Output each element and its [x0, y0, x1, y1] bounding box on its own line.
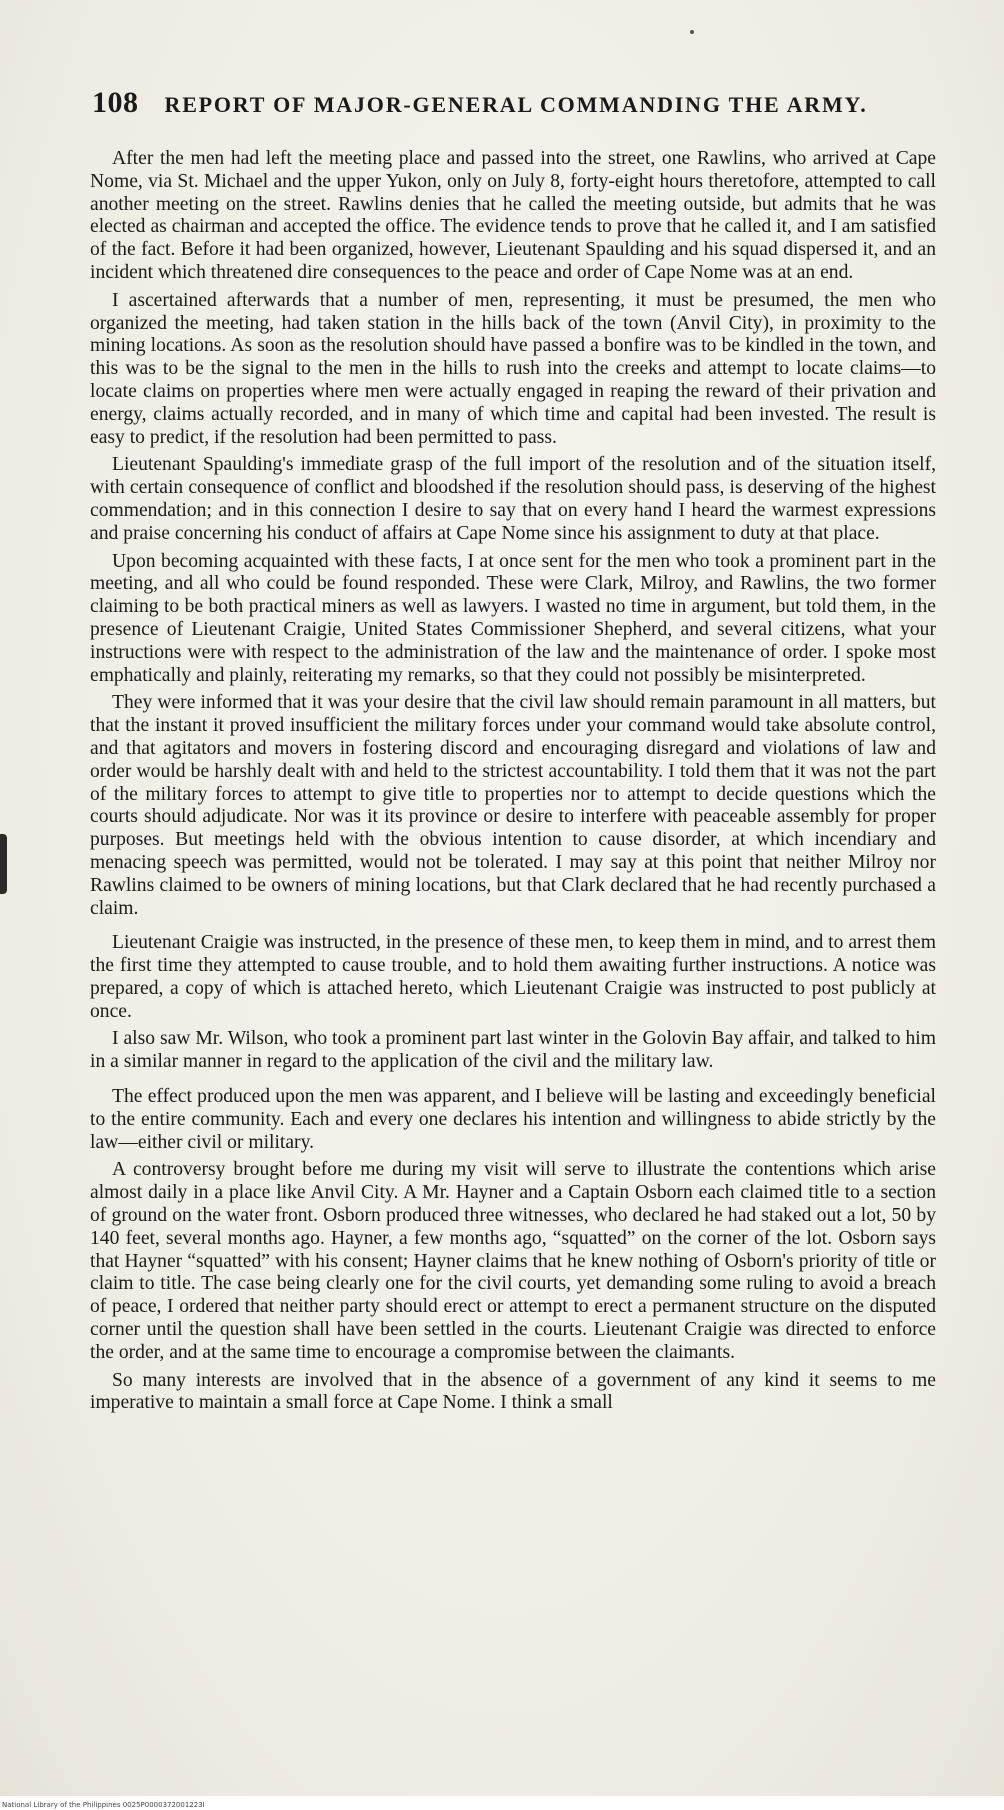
paragraph-rawlins-meeting: After the men had left the meeting place and passed into the street, one Rawlins, who arrived at Cape Nome, via St. Michael and the upper Yukon, only on July 8, forty-eight hours theretofore, attempted to call another meeting on the street. Rawlins denies that he called the meeting outside, but admits that he was elected as chairman and accepted the office. The evidence tends to prove that he called it, and I am satisfied of the fact. Before it had been organized, however, Lieutenant Spaulding and his squad dispersed it, and an incident which threatened dire consequences to the peace and order of Cape Nome was at an end. — [90, 148, 936, 283]
paragraph-hayner-osborn-controversy: A controversy brought before me during my visit will serve to illustrate the contentions which arise almost daily in a place like Anvil City. A Mr. Hayner and a Captain Osborn each claimed title to a section of ground on the water front. Osborn produced three witnesses, who declared he had staked out a lot, 50 by 140 feet, several months ago. Hayner, a few months ago, “squatted” on the corner of the lot. Osborn says that Hayner “squatted” with his consent; Hayner claims that he knew nothing of Osborn's priority of title or claim to title. The case being clearly one for the civil courts, yet demanding some ruling to avoid a breach of peace, I ordered that neither party should erect or attempt to erect a permanent structure on the disputed corner until the question shall have been settled in the courts. Lieutenant Craigie was directed to enforce the order, and at the same time to encourage a compromise between the claimants. — [90, 1159, 936, 1363]
paragraph-craigie-instructions: Lieutenant Craigie was instructed, in the presence of these men, to keep them in mind, and to arrest them the first time they attempted to cause trouble, and to hold them awaiting further instructions. A notice was prepared, a copy of which is attached hereto, which Lieutenant Craigie was instructed to post publicly at once. — [90, 932, 936, 1022]
paragraph-wilson: I also saw Mr. Wilson, who took a prominent part last winter in the Golovin Bay affair, and talked to him in a similar manner in regard to the application of the civil and the military law. — [90, 1028, 936, 1073]
report-body — [90, 148, 936, 1420]
paragraph-effect-produced: The effect produced upon the men was apparent, and I believe will be lasting and exceedingly beneficial to the entire community. Each and every one declares his intention and willingness to abide strictly by the law—either civil or military. — [90, 1086, 936, 1153]
scan-speck — [690, 30, 694, 34]
paragraph-spaulding-commendation: Lieutenant Spaulding's immediate grasp of the full import of the resolution and of the situation itself, with certain consequence of conflict and bloodshed if the resolution should pass, is deserving of the highest commendation; and in this connection I desire to say that on every hand I heard the warmest expressions and praise concerning his conduct of affairs at Cape Nome since his assignment to duty at that place. — [90, 454, 936, 544]
page-number: 108 — [92, 86, 139, 119]
paragraph-hill-signal: I ascertained afterwards that a number of men, representing, it must be presumed, the men who organized the meeting, had taken station in the hills back of the town (Anvil City), in proximity to the mining locations. As soon as the resolution should have passed a bonfire was to be kindled in the town, and this was to be the signal to the men in the hills to rush into the creeks and attempt to locate claims—to locate claims on properties where men were actually engaged in reaping the reward of their privation and energy, claims actually recorded, and in many of which time and capital had been invested. The result is easy to predict, if the resolution had been permitted to pass. — [90, 289, 936, 448]
binding-edge-mark — [0, 834, 7, 894]
paragraph-civil-law-warning: They were informed that it was your desire that the civil law should remain paramount in all matters, but that the instant it proved insufficient the military forces under your command would take absolute control, and that agitators and movers in fostering discord and encouraging disregard and violations of law and order would be harshly dealt with and held to the strictest accountability. I told them that it was not the part of the military forces to attempt to give title to properties nor to attempt to decide questions which the courts should adjudicate. Nor was it its province or desire to interfere with peaceable assembly for proper purposes. But meetings held with the obvious intention to cause disorder, at which incendiary and menacing speech was permitted, would not be tolerated. I may say at this point that neither Milroy nor Rawlins claimed to be owners of mining locations, but that Clark declared that he had recently purchased a claim. — [90, 692, 936, 919]
page-header — [92, 86, 932, 120]
running-title: REPORT OF MAJOR-GENERAL COMMANDING THE ARMY. — [164, 92, 868, 117]
paragraph-small-force: So many interests are involved that in the absence of a government of any kind it seems to me imperative to maintain a small force at Cape Nome. I think a small — [90, 1369, 936, 1414]
library-source-line: National Library of the Philippines 0025P0000372001223I — [2, 1801, 205, 1809]
paragraph-meeting-participants: Upon becoming acquainted with these facts, I at once sent for the men who took a prominent part in the meeting, and all who could be found responded. These were Clark, Milroy, and Rawlins, the two former claiming to be both practical miners as well as lawyers. I wasted no time in argument, but told them, in the presence of Lieutenant Craigie, United States Commissioner Shepherd, and several citizens, what your instructions were with respect to the administration of the law and the maintenance of order. I spoke most emphatically and plainly, reiterating my remarks, so that they could not possibly be misinterpreted. — [90, 550, 936, 686]
